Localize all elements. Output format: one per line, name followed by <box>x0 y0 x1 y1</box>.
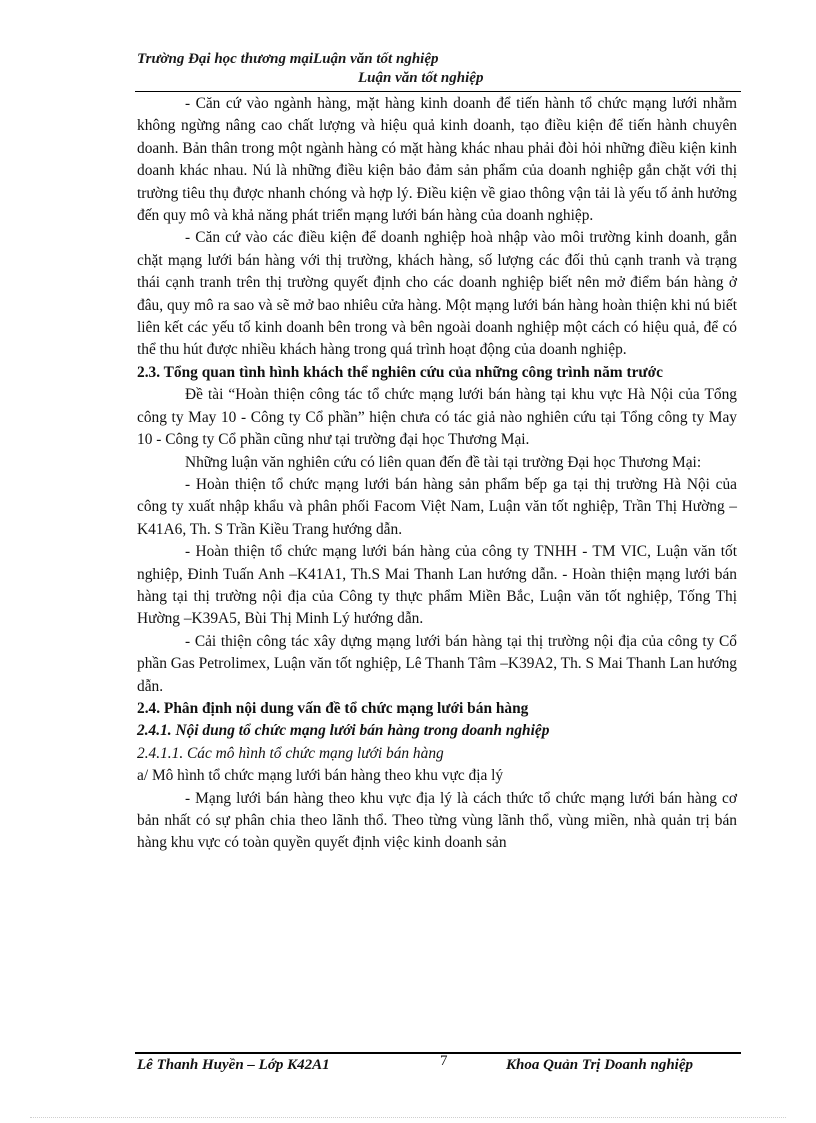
list-item: - Cải thiện công tác xây dựng mạng lưới bán hàng tại thị trường nội địa của công ty Cổ phần Gas Petrolimex, Luận văn tốt nghiệp, Lê Thanh Tâm –K39A2, Th. S Mai Thanh Lan hướng dẫn. <box>137 632 737 695</box>
paragraph: - Căn cứ vào các điều kiện để doanh nghiệp hoà nhập vào môi trường kinh doanh, gắn chặt mạng lưới bán hàng với thị trường, khách hàng, số lượng các đối thủ cạnh tranh và trạng thái cạnh tranh trên thị trường quyết định cho các doanh nghiệp biết nên mở điểm bán hàng ở đâu, quy mô ra sao và sẽ mở bao nhiêu cửa hàng. Một mạng lưới bán hàng hoàn thiện khi nú biết liên kết các yếu tố kinh doanh bên trong và bên ngoài doanh nghiệp một cách có hiệu quả, để có thể thu hút được nhiều khách hàng trong quá trình hoạt động của doanh nghiệp. <box>137 229 737 359</box>
list-item: - Hoàn thiện tổ chức mạng lưới bán hàng của công ty TNHH - TM VIC, Luận văn tốt nghiệp, Đinh Tuấn Anh –K41A1, Th.S Mai Thanh Lan hướng dẫn. - Hoàn thiện mạng lưới bán hàng tại thị trường nội địa của Công ty thực phẩm Miền Bắc, Luận văn tốt nghiệp, Tống Thị Hường –K39A5, Bùi Thị Minh Lý hướng dẫn. <box>137 543 737 628</box>
header-rule <box>135 91 741 92</box>
subsubsection-heading-2-4-1-1: 2.4.1.1. Các mô hình tổ chức mạng lưới bán hàng <box>137 744 444 762</box>
item-heading-a: a/ Mô hình tổ chức mạng lưới bán hàng theo khu vực địa lý <box>137 767 504 785</box>
footer-department: Khoa Quản Trị Doanh nghiệp <box>506 1057 694 1073</box>
section-heading-2-4: 2.4. Phân định nội dung vấn đề tổ chức mạng lưới bán hàng <box>137 699 529 717</box>
paragraph: Những luận văn nghiên cứu có liên quan đến đề tài tại trường Đại học Thương Mại: <box>185 453 702 471</box>
subsection-heading-2-4-1: 2.4.1. Nội dung tổ chức mạng lưới bán hàng trong doanh nghiệp <box>137 722 550 740</box>
list-item: - Hoàn thiện tổ chức mạng lưới bán hàng sản phẩm bếp ga tại thị trường Hà Nội của công ty xuất nhập khẩu và phân phối Facom Việt Nam, Luận văn tốt nghiệp, Trần Thị Hường –K41A6, Th. S Trần Kiều Trang hướng dẫn. <box>137 475 737 538</box>
document-body <box>137 93 737 855</box>
paragraph: Đề tài “Hoàn thiện công tác tổ chức mạng lưới bán hàng tại khu vực Hà Nội của Tổng công ty May 10 - Công ty Cổ phần” hiện chưa có tác giả nào nghiên cứu tại Tổng công ty May 10 - Công ty Cổ phần cũng như tại trường đại học Thương Mại. <box>137 386 737 449</box>
footer-author: Lê Thanh Huyền – Lớp K42A1 <box>137 1057 330 1073</box>
page-number: 7 <box>440 1053 448 1069</box>
paragraph: - Căn cứ vào ngành hàng, mặt hàng kinh doanh để tiến hành tổ chức mạng lưới nhằm không ngừng nâng cao chất lượng và hiệu quả kinh doanh, tạo điều kiện để tiến hành chuyên doanh. Bản thân trong một ngành hàng có mặt hàng khác nhau phải đòi hỏi những điều kiện kinh doanh khác nhau. Nú là những điều kiện bảo đảm sản phẩm của doanh nghiệp gắn chặt với thị trường tiêu thụ được nhanh chóng và hợp lý. Điều kiện về giao thông vận tải là yếu tố ảnh hưởng đến quy mô và khả năng phát triển mạng lưới bán hàng của doanh nghiệp. <box>137 95 737 225</box>
section-heading-2-3: 2.3. Tổng quan tình hình khách thể nghiên cứu của những công trình năm trước <box>137 363 664 381</box>
footer-rule <box>135 1052 741 1054</box>
header-line-1: Trường Đại học thương mạiLuận văn tốt nghiệp <box>137 51 439 67</box>
page-bottom-border <box>30 1117 786 1118</box>
header-line-2: Luận văn tốt nghiệp <box>358 70 484 86</box>
paragraph: - Mạng lưới bán hàng theo khu vực địa lý là cách thức tổ chức mạng lưới bán hàng cơ bản nhất có sự phân chia theo lãnh thổ. Theo từng vùng lãnh thổ, vùng miền, nhà quản trị bán hàng khu vực có toàn quyền quyết định việc kinh doanh sản <box>137 789 737 852</box>
